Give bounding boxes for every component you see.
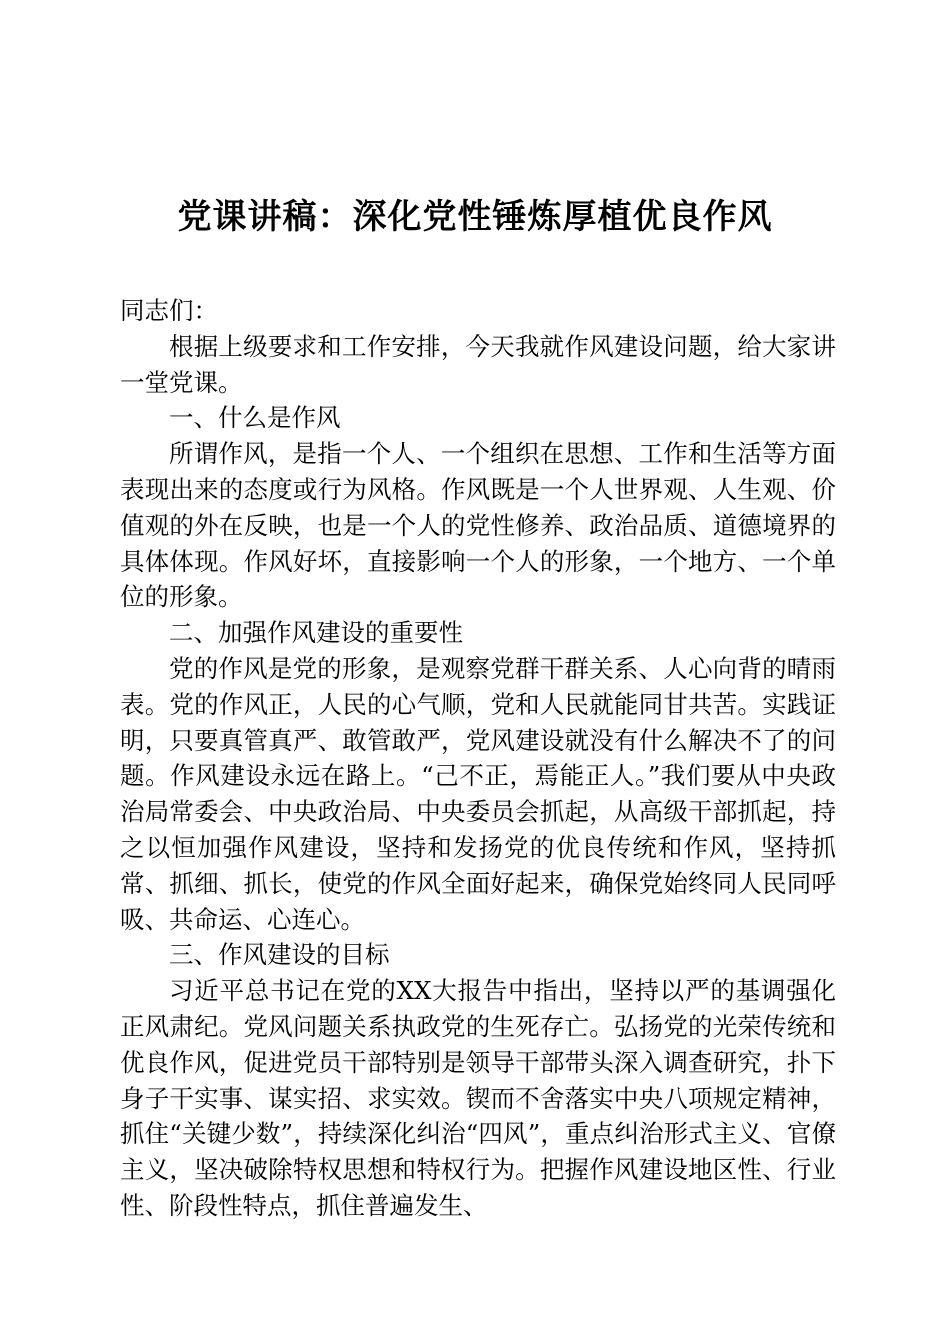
section-heading-importance: 二、加强作风建设的重要性 bbox=[169, 618, 463, 648]
document-title: 党课讲稿：深化党性锤炼厚植优良作风 bbox=[177, 197, 773, 237]
section-heading-goals: 三、作风建设的目标 bbox=[169, 940, 390, 970]
section-paragraph-what-is-style: 所谓作风，是指一个人、一个组织在思想、工作和生活等方面表现出来的态度或行为风格。作风既是一个人世界观、人生观、价值观的外在反映，也是一个人的党性修养、政治品质、道德境界的具体体现。作风好坏，直接影响一个人的形象，一个地方、一个单位的形象。 bbox=[120, 439, 836, 612]
section-heading-what-is-style: 一、什么是作风 bbox=[169, 403, 341, 433]
section-paragraph-importance: 党的作风是党的形象，是观察党群干群关系、人心向背的晴雨表。党的作风正，人民的心气顺，党和人民就能同甘共苦。实践证明，只要真管真严、敢管敢严，党风建设就没有什么解决不了的问题。作风建设永远在路上。“己不正，焉能正人。”我们要从中央政治局常委会、中央政治局、中央委员会抓起，从高级干部抓起，持之以恒加强作风建设，坚持和发扬党的优良传统和作风，坚持抓常、抓细、抓长，使党的作风全面好起来，确保党始终同人民同呼吸、共命运、心连心。 bbox=[120, 653, 836, 934]
section-paragraph-goals: 习近平总书记在党的XX大报告中指出，坚持以严的基调强化正风肃纪。党风问题关系执政党的生死存亡。弘扬党的光荣传统和优良作风，促进党员干部特别是领导干部带头深入调查研究，扑下身子干实事、谋实招、求实效。锲而不舍落实中央八项规定精神，抓住“关键少数”，持续深化纠治“四风”，重点纠治形式主义、官僚主义，坚决破除特权思想和特权行为。把握作风建设地区性、行业性、阶段性特点，抓住普遍发生、 bbox=[120, 976, 836, 1220]
salutation: 同志们： bbox=[120, 296, 218, 325]
document-body bbox=[120, 293, 836, 1224]
intro-paragraph: 根据上级要求和工作安排，今天我就作风建设问题，给大家讲一堂党课。 bbox=[120, 331, 836, 397]
